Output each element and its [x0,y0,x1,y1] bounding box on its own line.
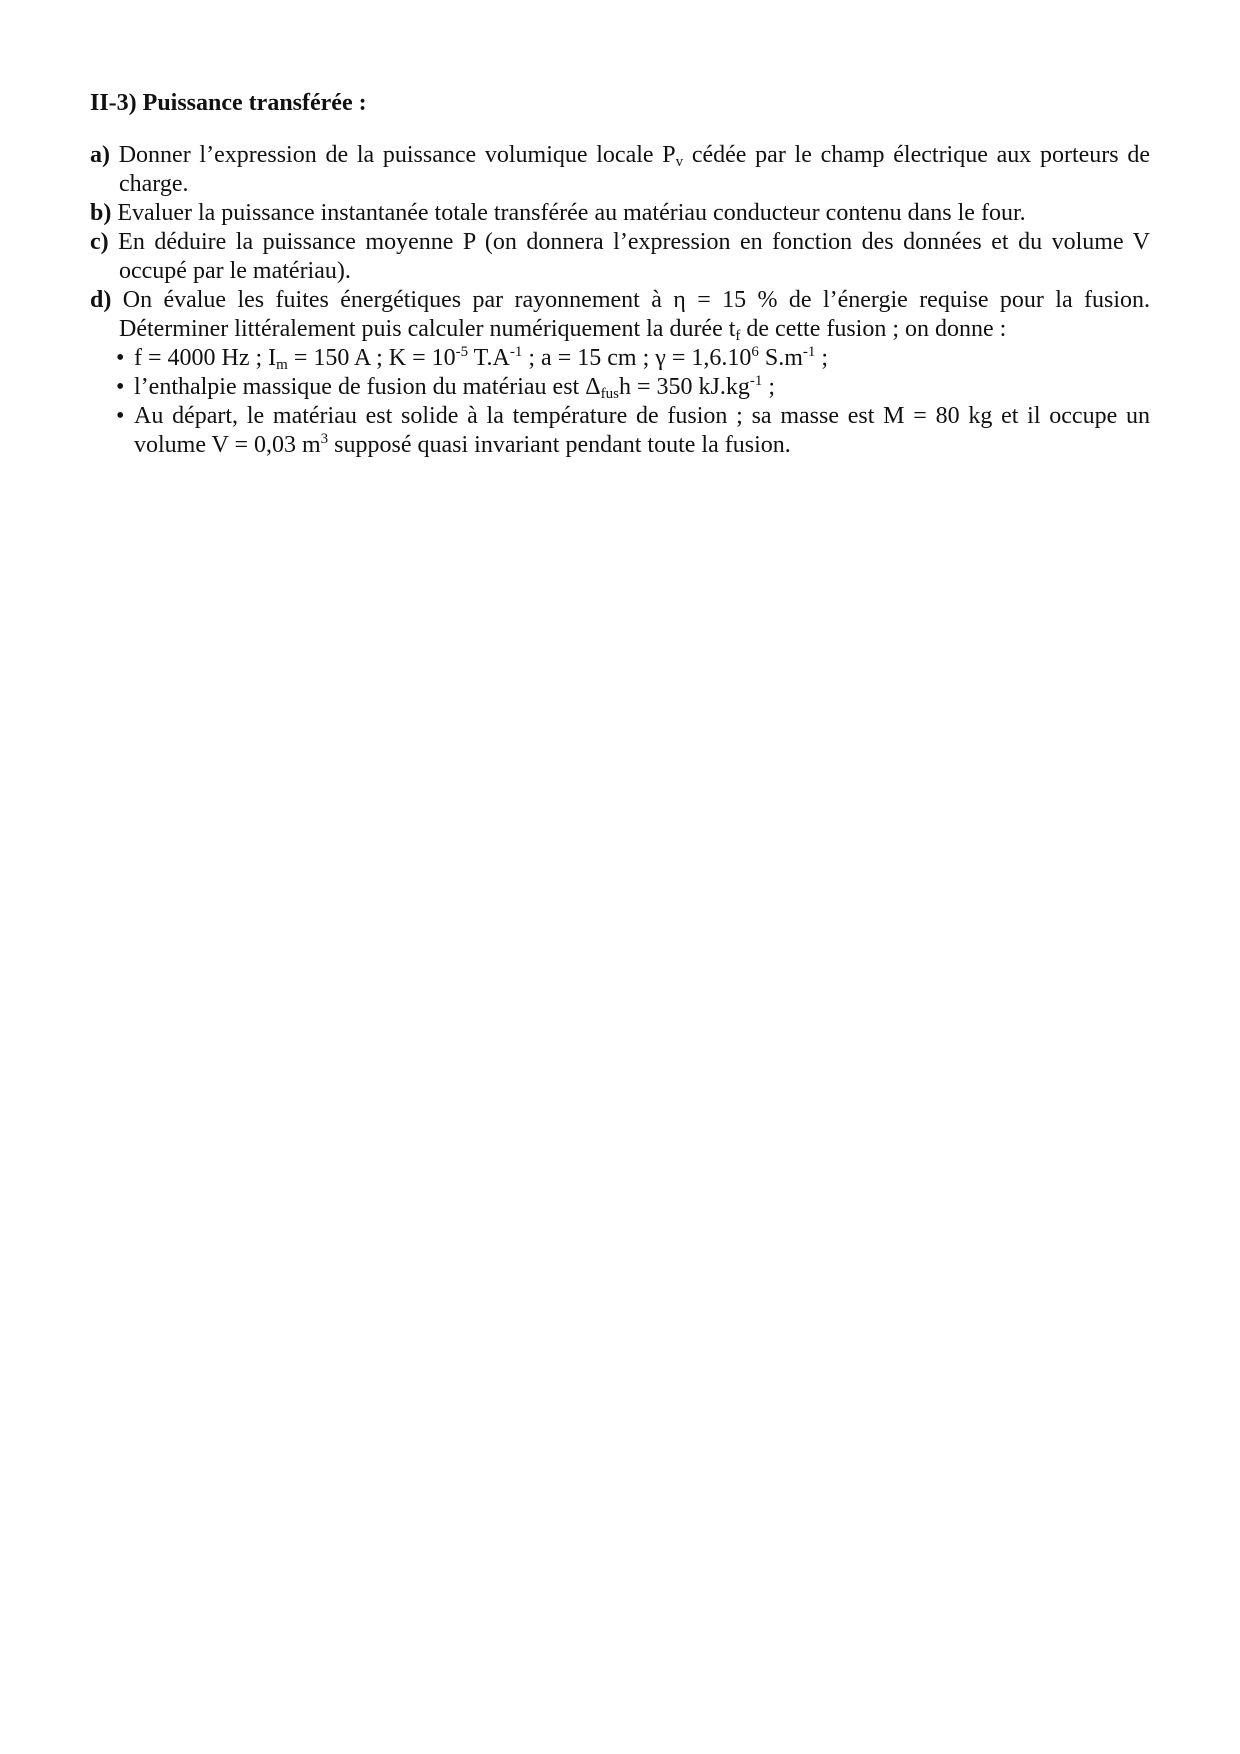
question-c-letter: c) [90,229,109,255]
data-item-enthalpy [90,373,1150,402]
data-item-text: l’enthalpie massique de fusion du matériau est Δ [134,374,601,400]
question-c [90,228,1150,286]
question-b-letter: b) [90,200,112,226]
superscript: 6 [751,344,759,360]
data-item-text: ; [815,345,829,371]
data-item-text: S.m [758,345,803,371]
data-item-parameters [90,344,1150,373]
superscript: -1 [509,344,523,360]
question-d-letter: d) [90,287,112,313]
question-d [90,286,1150,344]
data-item-text: Au départ, le matériau est solide à la température de fusion ; sa masse est M = 80 kg et il occupe un volume V = 0,03 m [134,403,1150,458]
data-item-text: ; [762,374,776,400]
document-page [90,88,1150,460]
superscript: -1 [802,344,816,360]
subscript: fus [600,386,619,402]
section-heading: II-3) Puissance transférée : [90,90,367,116]
question-a-text-2: cédée par le champ électrique aux porteurs de charge. [119,142,1150,197]
question-d-text-1: On évalue les fuites énergétiques par rayonnement à η = 15 % de l’énergie requise pour la fusion. Déterminer littéralement puis calculer numériquement la durée t [111,287,1150,342]
data-item-text: = 150 A ; K = 10 [287,345,456,371]
superscript: -1 [749,373,763,389]
superscript: 3 [320,431,329,447]
question-d-subscript: f [735,328,741,344]
question-a [90,141,1150,199]
data-item-initial-state [90,402,1150,460]
data-item-text: f = 4000 Hz ; I [134,345,277,371]
data-item-text: h = 350 kJ.kg [618,374,750,400]
question-b-text: Evaluer la puissance instantanée totale transférée au matériau conducteur contenu dans le four. [111,200,1026,226]
bullet-icon: • [116,345,125,371]
question-b [90,199,1150,228]
data-list [90,344,1150,460]
subscript: m [276,357,288,373]
question-a-subscript: v [675,154,684,170]
question-d-text-2: de cette fusion ; on donne : [740,316,1007,342]
question-c-text: En déduire la puissance moyenne P (on donnera l’expression en fonction des données et du volume V occupé par le matériau). [108,229,1150,284]
bullet-icon: • [116,403,125,429]
data-item-text: supposé quasi invariant pendant toute la fusion. [328,432,791,458]
bullet-icon: • [116,374,125,400]
data-item-text: T.A [468,345,510,371]
question-a-letter: a) [90,142,110,168]
question-a-text-1: Donner l’expression de la puissance volumique locale P [110,142,676,168]
superscript: -5 [455,344,469,360]
data-item-text: ; a = 15 cm ; γ = 1,6.10 [522,345,752,371]
